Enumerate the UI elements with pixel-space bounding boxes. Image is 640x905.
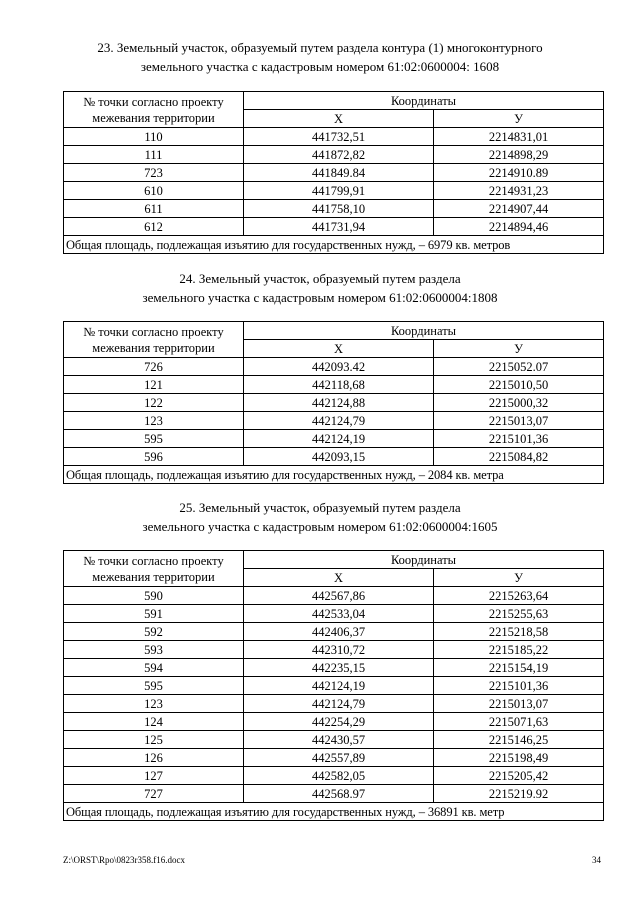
y-coordinate-cell: 2215010,50 bbox=[434, 376, 604, 394]
section-title-line: земельного участка с кадастровым номером 61:02:0600004:1808 bbox=[142, 290, 498, 305]
point-number-cell: 595 bbox=[64, 677, 244, 695]
x-coordinate-cell: 442254,29 bbox=[244, 713, 434, 731]
point-header-line1: № точки согласно проекту bbox=[83, 94, 224, 109]
point-number-cell: 727 bbox=[64, 785, 244, 803]
point-number-cell: 123 bbox=[64, 412, 244, 430]
y-coordinate-cell: 2214831,01 bbox=[434, 128, 604, 146]
y-coordinate-cell: 2215071,63 bbox=[434, 713, 604, 731]
section-24-heading bbox=[40, 269, 600, 307]
x-coordinate-cell: 442430,57 bbox=[244, 731, 434, 749]
y-coordinate-cell: 2215198,49 bbox=[434, 749, 604, 767]
table-row bbox=[64, 164, 604, 182]
x-coordinate-cell: 442310,72 bbox=[244, 641, 434, 659]
point-number-cell: 123 bbox=[64, 695, 244, 713]
table-row bbox=[64, 623, 604, 641]
point-number-cell: 126 bbox=[64, 749, 244, 767]
point-header-line2: межевания территории bbox=[92, 340, 215, 355]
table-row bbox=[64, 677, 604, 695]
y-coordinate-cell: 2215154,19 bbox=[434, 659, 604, 677]
section-title-line: 25. Земельный участок, образуемый путем раздела bbox=[179, 500, 461, 515]
table-row bbox=[64, 749, 604, 767]
table-row bbox=[64, 412, 604, 430]
y-coordinate-cell: 2215205,42 bbox=[434, 767, 604, 785]
y-coordinate-cell: 2215013,07 bbox=[434, 695, 604, 713]
table-row bbox=[64, 146, 604, 164]
table-row bbox=[64, 128, 604, 146]
x-coordinate-cell: 442124,88 bbox=[244, 394, 434, 412]
y-column-header: У bbox=[434, 340, 604, 358]
table-row bbox=[64, 430, 604, 448]
point-number-cell: 596 bbox=[64, 448, 244, 466]
x-column-header: X bbox=[244, 110, 434, 128]
section-23-coordinates-table bbox=[63, 91, 604, 254]
x-coordinate-cell: 441732,51 bbox=[244, 128, 434, 146]
point-number-cell: 723 bbox=[64, 164, 244, 182]
point-number-cell: 121 bbox=[64, 376, 244, 394]
table-row bbox=[64, 731, 604, 749]
section-title-line: 24. Земельный участок, образуемый путем раздела bbox=[179, 271, 461, 286]
table-row bbox=[64, 767, 604, 785]
table-row bbox=[64, 659, 604, 677]
x-coordinate-cell: 442567,86 bbox=[244, 587, 434, 605]
y-coordinate-cell: 2214910.89 bbox=[434, 164, 604, 182]
table-row bbox=[64, 587, 604, 605]
x-coordinate-cell: 442093.42 bbox=[244, 358, 434, 376]
x-coordinate-cell: 441731,94 bbox=[244, 218, 434, 236]
point-number-cell: 124 bbox=[64, 713, 244, 731]
coordinates-header: Координаты bbox=[244, 322, 604, 340]
x-coordinate-cell: 441758,10 bbox=[244, 200, 434, 218]
section-title-line: земельного участка с кадастровым номером 61:02:0600004:1605 bbox=[142, 519, 498, 534]
point-number-cell: 125 bbox=[64, 731, 244, 749]
table-row bbox=[64, 358, 604, 376]
section-23-heading bbox=[40, 38, 600, 76]
table-row bbox=[64, 785, 604, 803]
point-column-header bbox=[64, 322, 244, 358]
y-coordinate-cell: 2215146,25 bbox=[434, 731, 604, 749]
y-coordinate-cell: 2215263,64 bbox=[434, 587, 604, 605]
total-area: Общая площадь, подлежащая изъятию для государственных нужд, – 2084 кв. метра bbox=[64, 466, 604, 484]
point-header-line2: межевания территории bbox=[92, 110, 215, 125]
point-number-cell: 127 bbox=[64, 767, 244, 785]
point-header-line1: № точки согласно проекту bbox=[83, 553, 224, 568]
y-coordinate-cell: 2215013,07 bbox=[434, 412, 604, 430]
table-row bbox=[64, 713, 604, 731]
coordinates-header: Координаты bbox=[244, 92, 604, 110]
coordinates-header: Координаты bbox=[244, 551, 604, 569]
section-title-line: земельного участка с кадастровым номером 61:02:0600004: 1608 bbox=[140, 59, 500, 74]
point-number-cell: 594 bbox=[64, 659, 244, 677]
point-number-cell: 611 bbox=[64, 200, 244, 218]
point-number-cell: 595 bbox=[64, 430, 244, 448]
point-number-cell: 590 bbox=[64, 587, 244, 605]
y-coordinate-cell: 2214907,44 bbox=[434, 200, 604, 218]
point-number-cell: 610 bbox=[64, 182, 244, 200]
point-number-cell: 612 bbox=[64, 218, 244, 236]
x-coordinate-cell: 442533,04 bbox=[244, 605, 434, 623]
y-coordinate-cell: 2214894,46 bbox=[434, 218, 604, 236]
x-coordinate-cell: 442124,79 bbox=[244, 412, 434, 430]
section-25-heading bbox=[40, 498, 600, 536]
x-coordinate-cell: 442557,89 bbox=[244, 749, 434, 767]
y-coordinate-cell: 2215084,82 bbox=[434, 448, 604, 466]
point-header-line2: межевания территории bbox=[92, 569, 215, 584]
x-coordinate-cell: 442093,15 bbox=[244, 448, 434, 466]
table-row bbox=[64, 641, 604, 659]
table-row bbox=[64, 200, 604, 218]
total-area: Общая площадь, подлежащая изъятию для государственных нужд, – 36891 кв. метр bbox=[64, 803, 604, 821]
point-column-header bbox=[64, 551, 244, 587]
section-title-line: 23. Земельный участок, образуемый путем раздела контура (1) многоконтурного bbox=[97, 40, 543, 55]
x-coordinate-cell: 442235,15 bbox=[244, 659, 434, 677]
point-number-cell: 591 bbox=[64, 605, 244, 623]
point-column-header bbox=[64, 92, 244, 128]
y-coordinate-cell: 2215255,63 bbox=[434, 605, 604, 623]
x-coordinate-cell: 442124,19 bbox=[244, 430, 434, 448]
y-coordinate-cell: 2215052.07 bbox=[434, 358, 604, 376]
table-row bbox=[64, 182, 604, 200]
table-row bbox=[64, 218, 604, 236]
table-row bbox=[64, 394, 604, 412]
x-coordinate-cell: 442118,68 bbox=[244, 376, 434, 394]
table-row bbox=[64, 695, 604, 713]
point-number-cell: 111 bbox=[64, 146, 244, 164]
x-coordinate-cell: 442406,37 bbox=[244, 623, 434, 641]
point-number-cell: 110 bbox=[64, 128, 244, 146]
point-header-line1: № точки согласно проекту bbox=[83, 324, 224, 339]
y-column-header: У bbox=[434, 569, 604, 587]
table-row bbox=[64, 605, 604, 623]
y-coordinate-cell: 2215185,22 bbox=[434, 641, 604, 659]
y-coordinate-cell: 2215101,36 bbox=[434, 677, 604, 695]
y-coordinate-cell: 2214931,23 bbox=[434, 182, 604, 200]
y-coordinate-cell: 2215000,32 bbox=[434, 394, 604, 412]
footer-page-number: 34 bbox=[592, 855, 601, 865]
section-24-coordinates-table bbox=[63, 321, 604, 484]
point-number-cell: 122 bbox=[64, 394, 244, 412]
section-25-coordinates-table bbox=[63, 550, 604, 821]
table-row bbox=[64, 448, 604, 466]
x-coordinate-cell: 442124,19 bbox=[244, 677, 434, 695]
x-coordinate-cell: 441849.84 bbox=[244, 164, 434, 182]
footer-file-path: Z:\ORST\Rpo\0823r358.f16.docx bbox=[63, 855, 185, 865]
x-coordinate-cell: 442568.97 bbox=[244, 785, 434, 803]
point-number-cell: 593 bbox=[64, 641, 244, 659]
point-number-cell: 592 bbox=[64, 623, 244, 641]
y-coordinate-cell: 2214898,29 bbox=[434, 146, 604, 164]
x-coordinate-cell: 442582,05 bbox=[244, 767, 434, 785]
x-coordinate-cell: 441872,82 bbox=[244, 146, 434, 164]
y-coordinate-cell: 2215101,36 bbox=[434, 430, 604, 448]
total-area: Общая площадь, подлежащая изъятию для государственных нужд, – 6979 кв. метров bbox=[64, 236, 604, 254]
point-number-cell: 726 bbox=[64, 358, 244, 376]
x-column-header: X bbox=[244, 569, 434, 587]
x-coordinate-cell: 441799,91 bbox=[244, 182, 434, 200]
table-row bbox=[64, 376, 604, 394]
y-column-header: У bbox=[434, 110, 604, 128]
x-column-header: X bbox=[244, 340, 434, 358]
y-coordinate-cell: 2215219.92 bbox=[434, 785, 604, 803]
x-coordinate-cell: 442124,79 bbox=[244, 695, 434, 713]
y-coordinate-cell: 2215218,58 bbox=[434, 623, 604, 641]
